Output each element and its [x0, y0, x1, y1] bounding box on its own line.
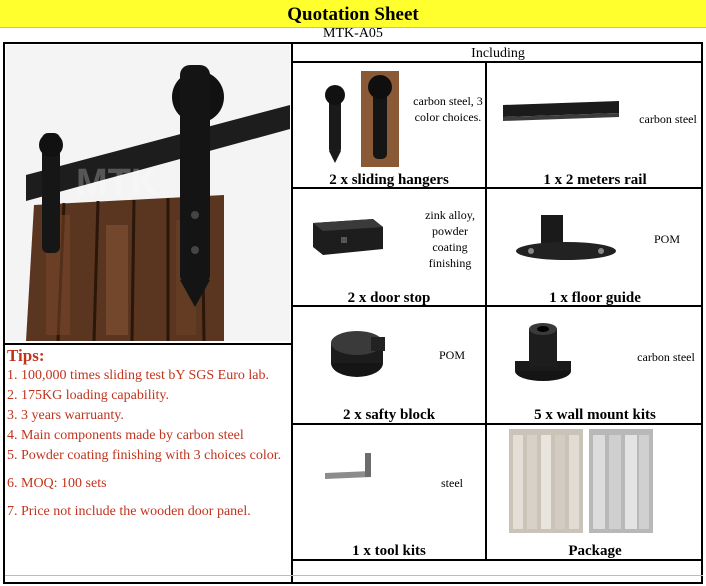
including-header: Including: [471, 46, 525, 61]
item-title: 1 x tool kits: [352, 543, 426, 559]
item-cell-sliding-hangers: [293, 63, 485, 187]
tips-heading: Tips:: [7, 346, 45, 365]
svg-text:MTK: MTK: [76, 162, 159, 204]
item-title: 2 x sliding hangers: [329, 172, 449, 188]
grid-line: [5, 575, 703, 576]
item-note: POM: [438, 348, 465, 362]
item-note: carbon steel: [637, 350, 695, 364]
item-cell-door-stop: [293, 189, 485, 305]
item-cell-wall-mount-kits: [487, 307, 703, 423]
grid-line: [291, 559, 703, 561]
tip-line: 3. 3 years warruanty.: [7, 408, 124, 423]
item-title: 5 x wall mount kits: [534, 407, 656, 423]
item-title: 1 x floor guide: [549, 290, 641, 306]
tip-line: 5. Powder coating finishing with 3 choices color.: [7, 448, 282, 463]
tip-line: 6. MOQ: 100 sets: [7, 476, 107, 491]
item-note: POM: [653, 232, 680, 246]
item-cell-safty-block: [293, 307, 485, 423]
item-cell-tool-kits: [293, 425, 485, 559]
item-title: 1 x 2 meters rail: [543, 172, 647, 188]
item-title: 2 x door stop: [347, 290, 431, 306]
item-cell-floor-guide: [487, 189, 703, 305]
title-bar: [0, 0, 706, 28]
item-note: steel: [441, 476, 463, 490]
tip-line: 2. 175KG loading capability.: [7, 388, 170, 403]
sheet-title: Quotation Sheet: [287, 4, 419, 25]
tip-line: 7. Price not include the wooden door panel.: [7, 504, 251, 519]
tip-line: 1. 100,000 times sliding test bY SGS Euro lab.: [7, 368, 269, 383]
model-number: MTK-A05: [323, 26, 383, 41]
item-note: zink alloy, powder coating finishing: [425, 208, 475, 270]
product-photo: [6, 45, 290, 341]
item-note: carbon steel, 3 color choices.: [413, 94, 483, 124]
tip-line: 4. Main components made by carbon steel: [7, 428, 244, 443]
item-title: Package: [568, 543, 622, 559]
item-note: carbon steel: [639, 112, 697, 126]
item-title: 2 x safty block: [342, 407, 436, 423]
item-cell-rail: [487, 63, 703, 187]
tips-section: [7, 346, 291, 522]
item-cell-package: [487, 425, 703, 559]
grid-line: [5, 343, 291, 345]
